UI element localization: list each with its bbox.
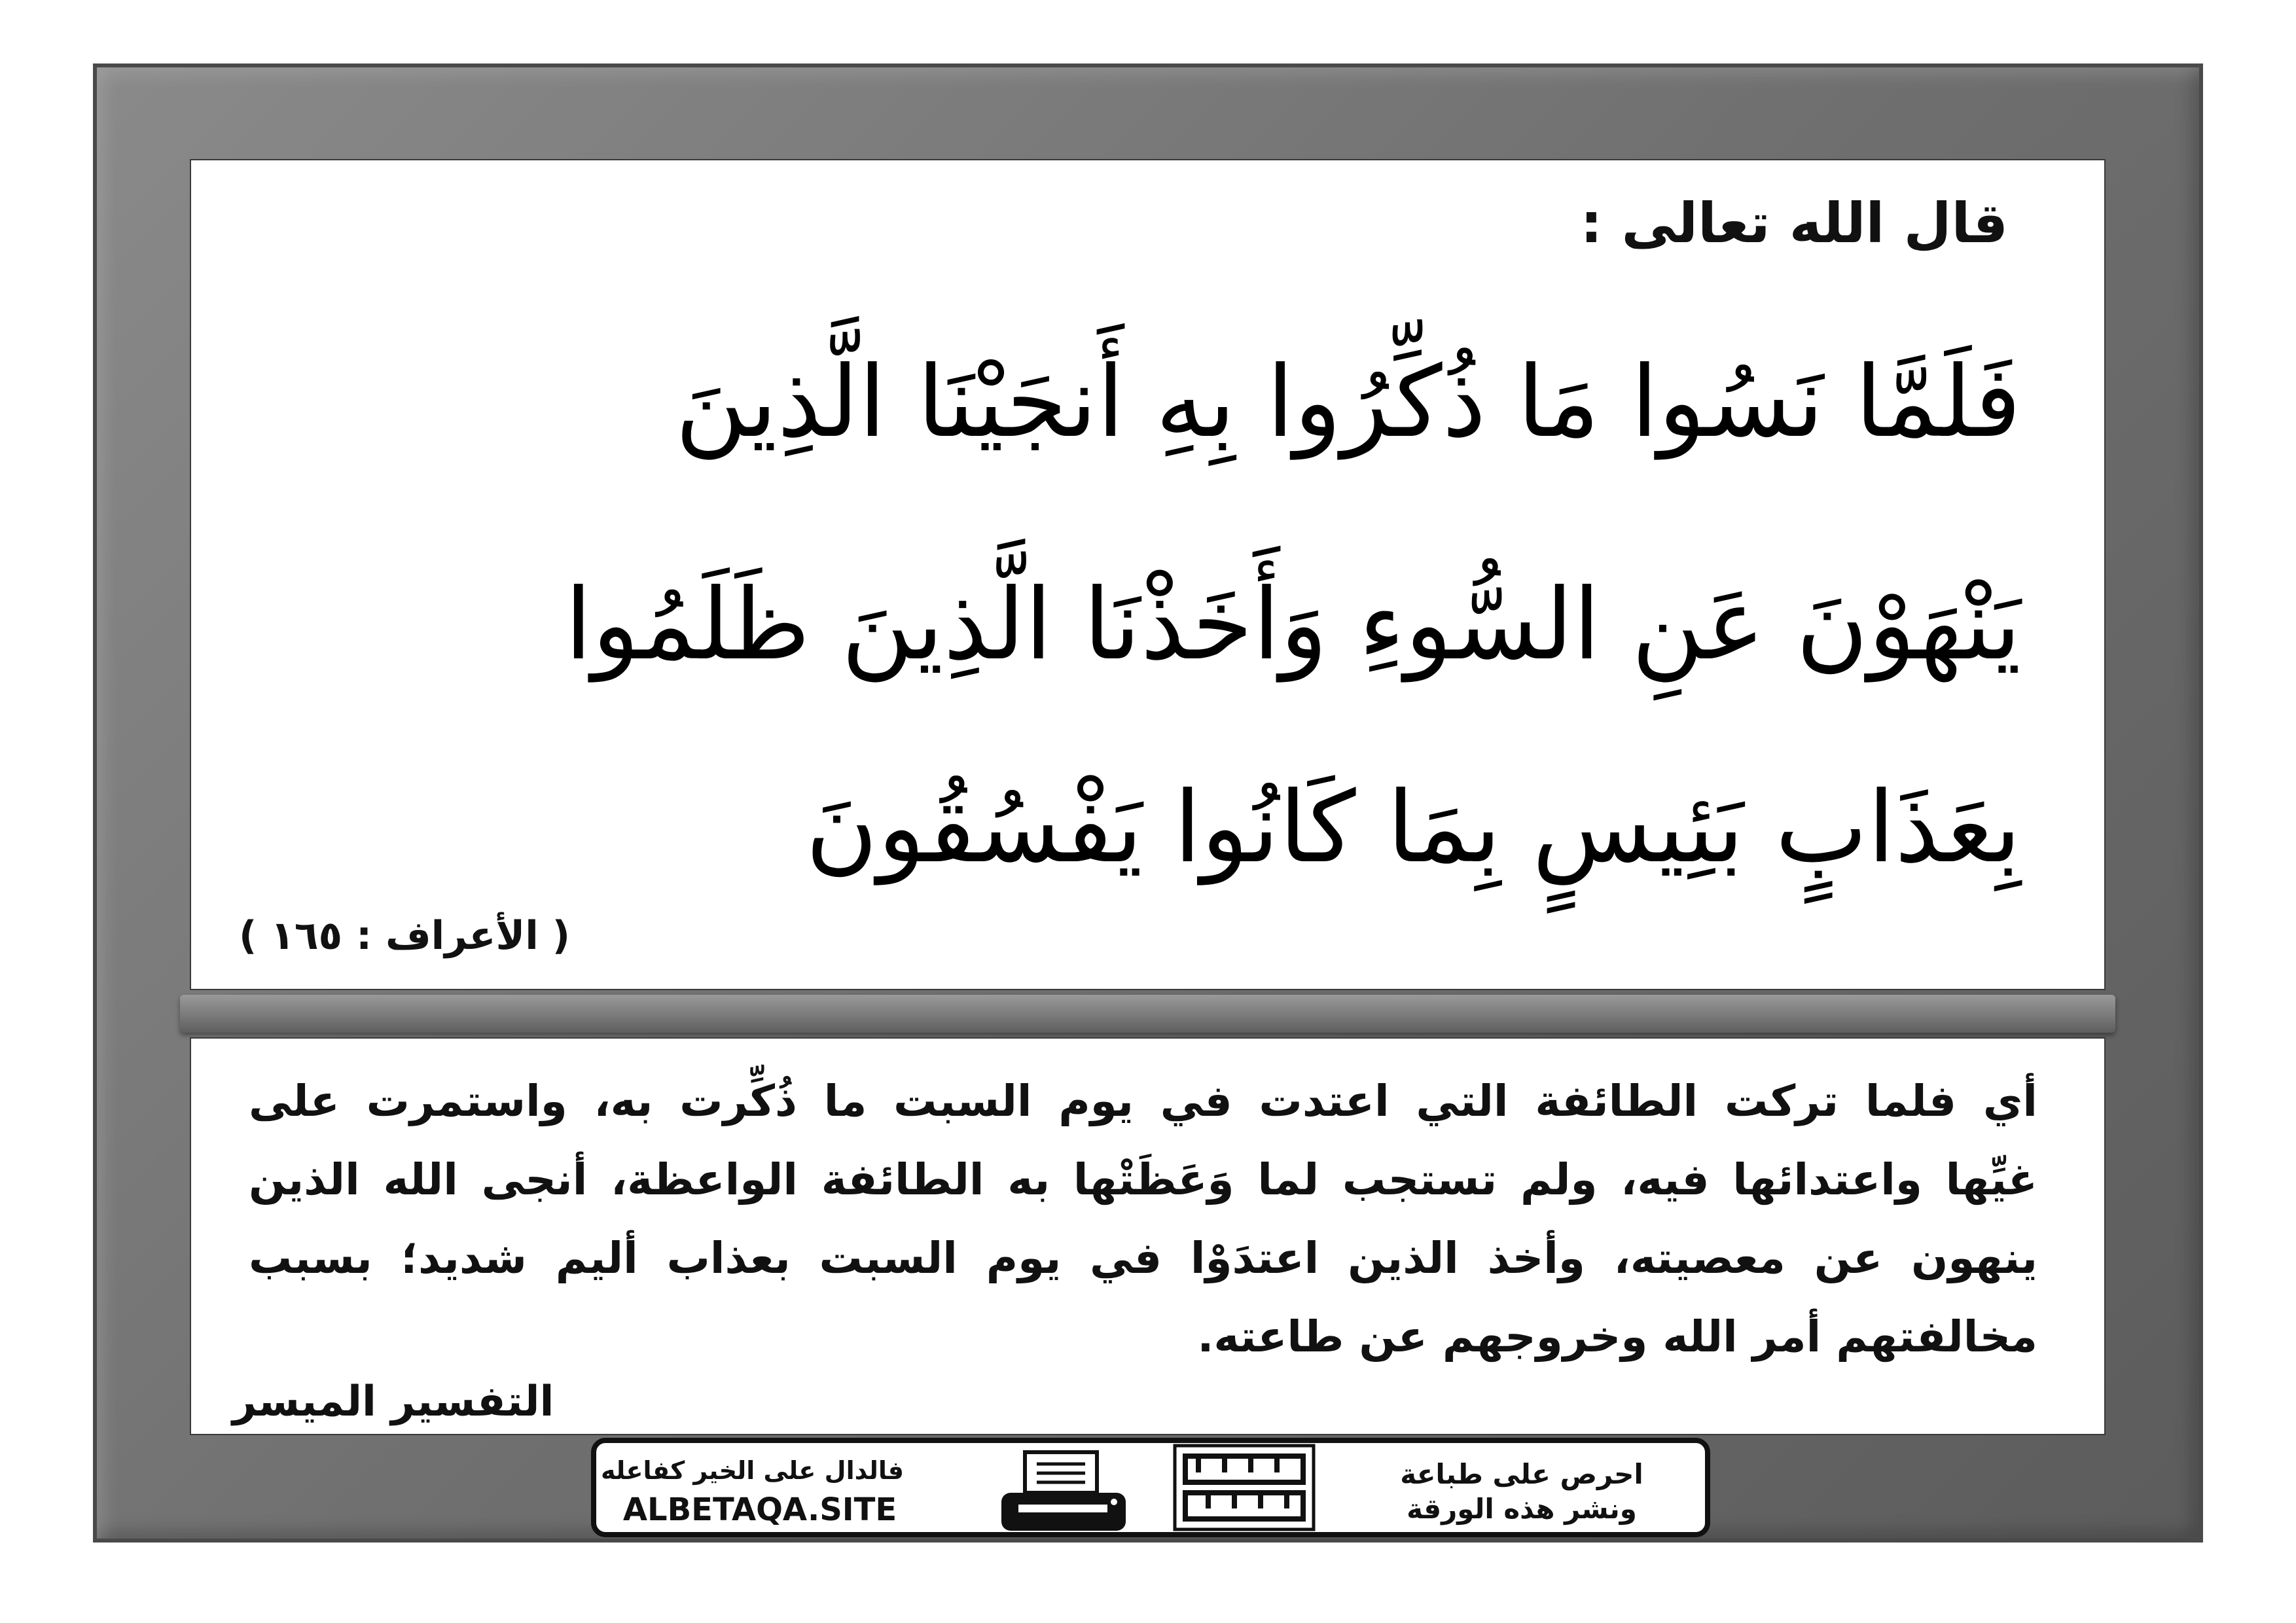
printer-icon: [999, 1450, 1130, 1535]
dawat-alwaraqa-logo: [1172, 1443, 1316, 1532]
tafsir-line-4: مخالفتهم أمر الله وخروجهم عن طاعته.: [1197, 1311, 2037, 1362]
footer-encourage-line-2: ونشر هذه الورقة: [1407, 1492, 1637, 1525]
footer-site-link[interactable]: ALBETAQA.SITE: [622, 1491, 897, 1528]
footer-banner: [591, 1438, 1710, 1537]
tafsir-source: التفسير الميسر: [232, 1378, 554, 1426]
footer-encourage-block: [1365, 1457, 1679, 1526]
tafsir-line-3: ينهون عن معصيته، وأخذ الذين اعتدَوْا في يوم السبت بعذاب أليم شديد؛ بسبب: [249, 1233, 2037, 1283]
footer-site-block: [600, 1456, 904, 1528]
tafsir-line-2: غيِّها واعتدائها فيه، ولم تستجب لما وَعَظَتْها به الطائفة الواعظة، أنجى الله الذين: [249, 1154, 2037, 1205]
verse-line-1: فَلَمَّا نَسُوا مَا ذُكِّرُوا بِهِ أَنجَيْنَا الَّذِينَ: [675, 346, 2021, 459]
verse-line-2: يَنْهَوْنَ عَنِ السُّوءِ وَأَخَذْنَا الَّذِينَ ظَلَمُوا: [564, 568, 2021, 682]
tafsir-line-1: أي فلما تركت الطائفة التي اعتدت في يوم السبت ما ذُكِّرت به، واستمرت على: [249, 1076, 2037, 1126]
verse-line-3: بِعَذَابٍ بَئِيسٍ بِمَا كَانُوا يَفْسُقُونَ: [805, 771, 2021, 885]
footer-encourage-line-1: احرص على طباعة: [1400, 1458, 1643, 1490]
divider-bar: [180, 995, 2115, 1033]
intro-heading: قال الله تعالى :: [1580, 191, 2008, 255]
footer-caption: فالدال على الخير كفاعله: [600, 1456, 904, 1485]
verse-reference: ( الأعراف : ١٦٥ ): [239, 913, 571, 959]
